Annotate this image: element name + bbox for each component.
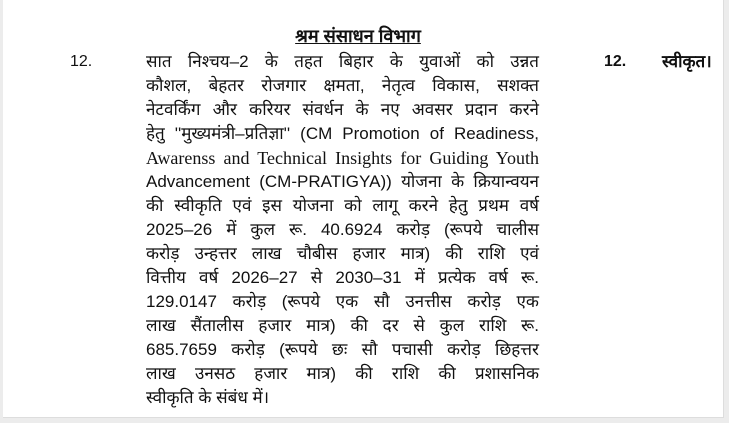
- heading-text: श्रम संसाधन विभाग: [295, 26, 421, 46]
- text-line: कौशल, बेहतर रोजगार क्षमता, नेतृत्व विकास, सशक्त: [146, 76, 539, 95]
- text-line: Advancement (CM-PRATIGYA)) योजना के क्रियान्वयन: [146, 172, 539, 191]
- agenda-item-text: [146, 50, 539, 410]
- department-heading: [3, 24, 723, 48]
- text-line: वित्तीय वर्ष 2026–27 से 2030–31 में प्रत्येक वर्ष रू.: [146, 268, 539, 287]
- text-line: 685.7659 करोड़ (रूपये छः सौ पचासी करोड़ छिहत्तर: [146, 340, 539, 359]
- text-line: लाख सैंतालीस हजार मात्र) की दर से कुल राशि रू.: [146, 316, 539, 335]
- text-line: सात निश्चय–2 के तहत बिहार के युवाओं को उन्नत: [146, 52, 539, 71]
- text-line: 2025–26 में कुल रू. 40.6924 करोड़ (रूपये चालीस: [146, 220, 539, 239]
- text-line: करोड़ उन्हत्तर लाख चौबीस हजार मात्र) की राशि एवं: [146, 244, 539, 263]
- text-line: स्वीकृति के संबंध में।: [146, 388, 270, 407]
- text-line: नेटवर्किंग और करियर संवर्धन के नए अवसर प्रदान करने: [146, 100, 539, 119]
- text-line: लाख उनसठ हजार मात्र) की राशि की प्रशासनिक: [146, 364, 539, 383]
- text-line: Awarenss and Technical Insights for Guiding Youth: [146, 148, 539, 168]
- text-line: 129.0147 करोड़ (रूपये एक सौ उनत्तीस करोड़ एक: [146, 292, 539, 311]
- text-line: हेतु ''मुख्यमंत्री–प्रतिज्ञा'' (CM Promotion of Readiness,: [146, 124, 539, 143]
- item-number: 12.: [70, 53, 93, 70]
- document-page: [3, 0, 724, 418]
- decision-number: 12.: [604, 53, 627, 70]
- text-line: की स्वीकृति एवं इस योजना को लागू करने हेतु प्रथम वर्ष: [146, 196, 539, 215]
- decision-status: स्वीकृत।: [662, 52, 712, 71]
